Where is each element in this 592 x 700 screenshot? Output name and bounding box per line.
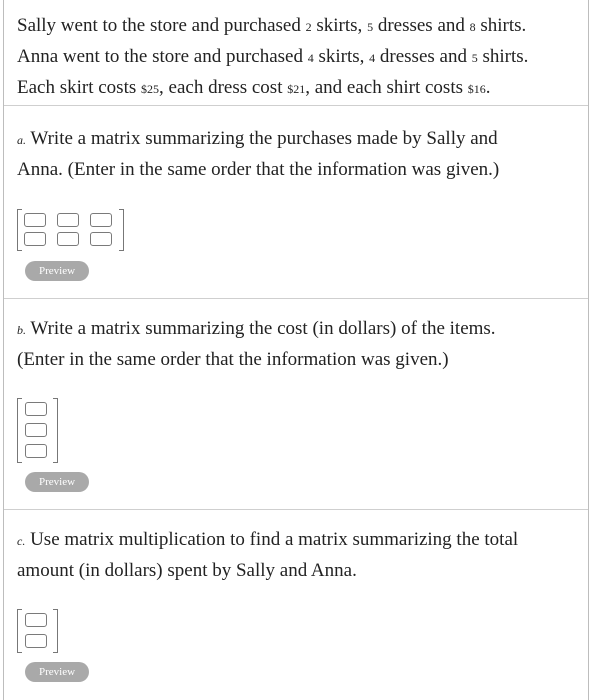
- divider: [4, 298, 588, 299]
- matrix-right-bracket: [119, 209, 124, 251]
- divider: [4, 509, 588, 510]
- problem-statement: [17, 11, 577, 104]
- matrix-cell[interactable]: [24, 213, 46, 227]
- part-c-matrix-input: [17, 609, 58, 653]
- statement-line-2: Anna went to the store and purchased 4 skirts, 4 dresses and 5 shirts.: [17, 46, 529, 67]
- part-a-marker: a.: [17, 133, 26, 147]
- part-b-question: b. Write a matrix summarizing the cost (in dollars) of the items. (Enter in the same order that the information was given.): [17, 318, 496, 370]
- matrix-right-bracket: [53, 609, 58, 653]
- divider: [4, 105, 588, 106]
- matrix-cell[interactable]: [25, 613, 47, 627]
- part-b-preview-button[interactable]: Preview: [25, 472, 89, 492]
- statement-line-1: Sally went to the store and purchased 2 skirts, 5 dresses and 8 shirts.: [17, 15, 527, 36]
- matrix-cell[interactable]: [57, 232, 79, 246]
- matrix-cell[interactable]: [24, 232, 46, 246]
- matrix-cell[interactable]: [25, 444, 47, 458]
- matrix-cell[interactable]: [90, 213, 112, 227]
- part-a-matrix-input: [17, 209, 124, 251]
- statement-line-3: Each skirt costs $25, each dress cost $21, and each shirt costs $16.: [17, 77, 491, 98]
- part-b-marker: b.: [17, 323, 26, 337]
- matrix-cell[interactable]: [25, 634, 47, 648]
- part-a-question: a. Write a matrix summarizing the purchases made by Sally and Anna. (Enter in the same order that the information was given.): [17, 128, 500, 180]
- matrix-cell[interactable]: [57, 213, 79, 227]
- part-b-matrix-input: [17, 398, 58, 463]
- part-c-question: c. Use matrix multiplication to find a matrix summarizing the total amount (in dollars) spent by Sally and Anna.: [17, 529, 519, 581]
- part-c-marker: c.: [17, 534, 26, 548]
- part-c-preview-button[interactable]: Preview: [25, 662, 89, 682]
- matrix-cell[interactable]: [90, 232, 112, 246]
- matrix-left-bracket: [17, 609, 22, 653]
- right-border: [588, 0, 589, 700]
- part-a-preview-button[interactable]: Preview: [25, 261, 89, 281]
- matrix-left-bracket: [17, 398, 22, 463]
- matrix-cell[interactable]: [25, 402, 47, 416]
- matrix-left-bracket: [17, 209, 22, 251]
- matrix-right-bracket: [53, 398, 58, 463]
- matrix-cell[interactable]: [25, 423, 47, 437]
